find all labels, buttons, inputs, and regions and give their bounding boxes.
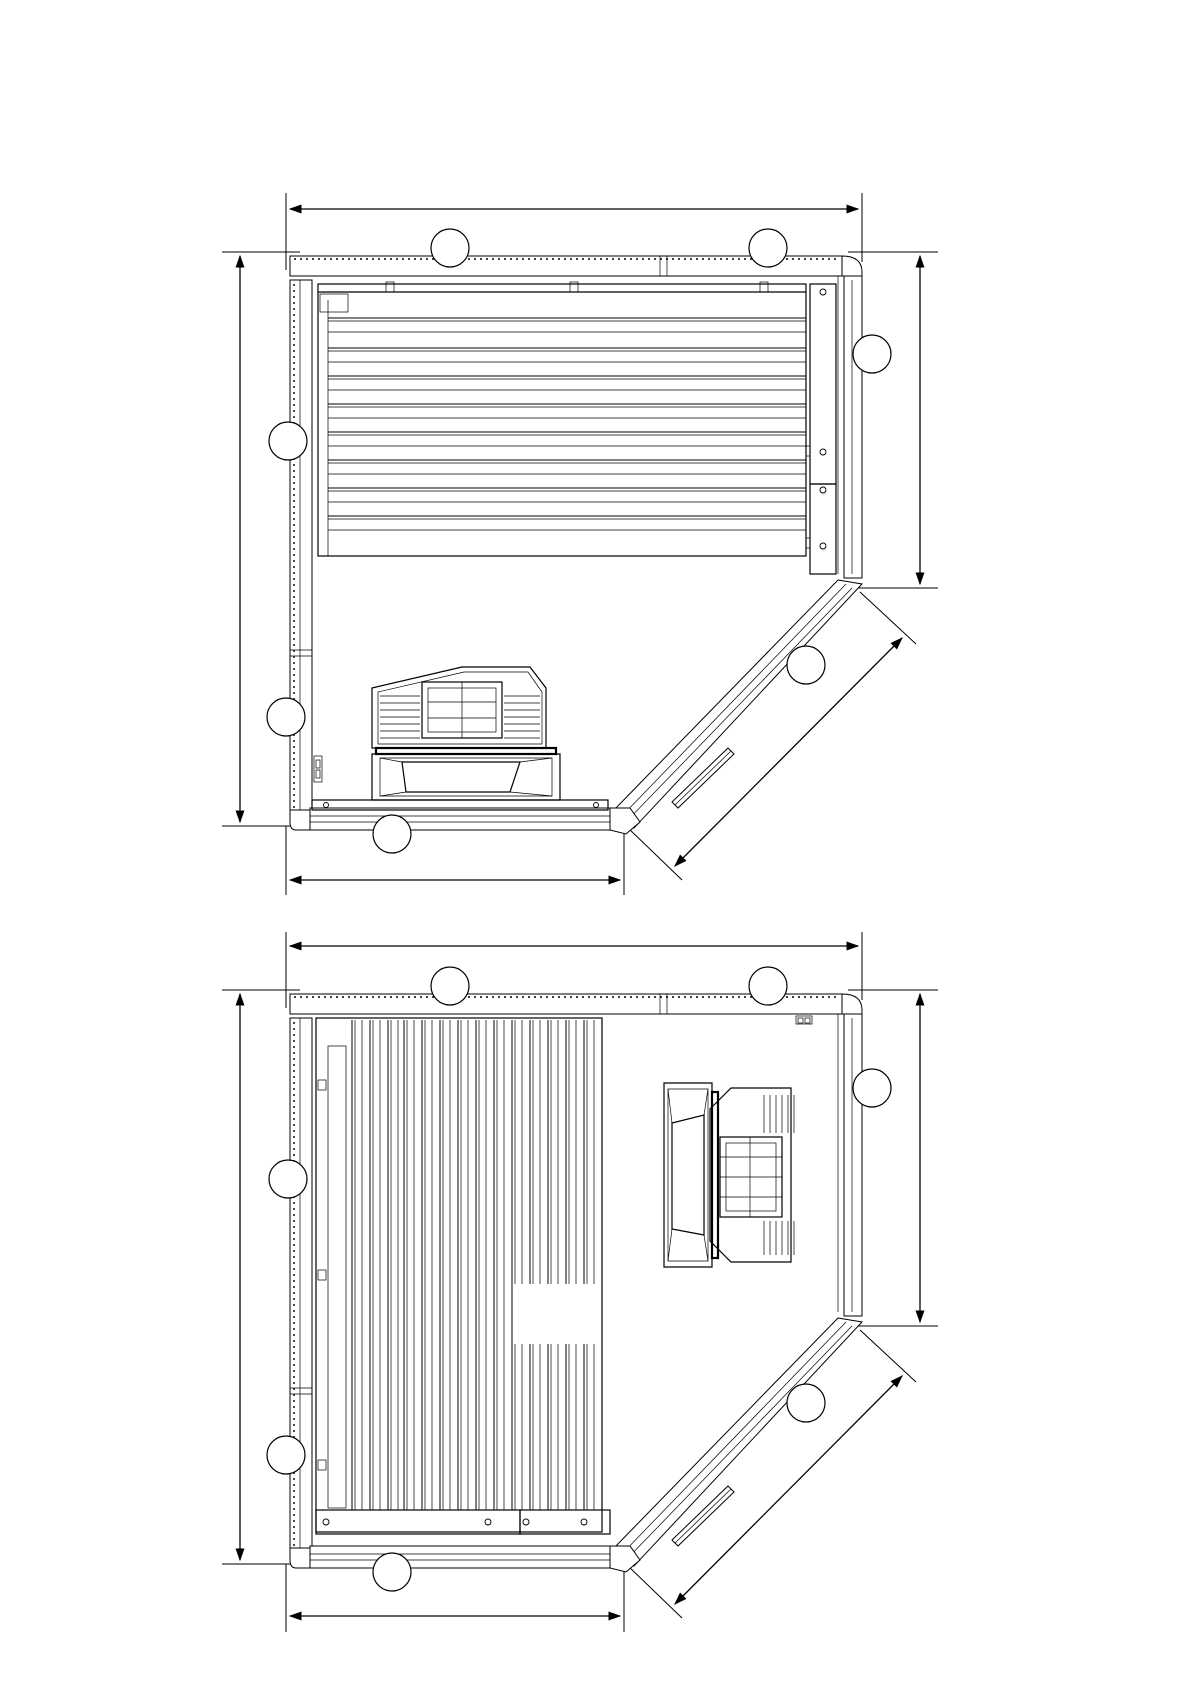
bench [316, 1018, 610, 1534]
callout-bubble [749, 967, 787, 1005]
corner-post [290, 1548, 310, 1568]
right-wall [844, 276, 862, 578]
front-wall [310, 808, 610, 830]
callouts-top [267, 229, 891, 853]
bench-slats [352, 1020, 594, 1510]
door-wall [612, 580, 862, 828]
corner-post [290, 810, 310, 830]
bench-slats [328, 300, 806, 556]
callout-bubble [373, 815, 411, 853]
callout-bubble [853, 1069, 891, 1107]
heater-bottom [664, 1083, 794, 1267]
callout-bubble [373, 1553, 411, 1591]
callout-bubble [431, 967, 469, 1005]
heater-top [312, 667, 608, 810]
plan-top [222, 193, 938, 895]
door-wall [612, 1318, 862, 1566]
callout-bubble [749, 229, 787, 267]
dimension-lines [222, 193, 938, 895]
front-wall [310, 1546, 610, 1568]
corner-post [842, 256, 862, 276]
callout-bubble [787, 1384, 825, 1422]
callout-bubble [787, 646, 825, 684]
right-wall [844, 1014, 862, 1316]
callouts-bottom [267, 967, 891, 1591]
callout-bubble [269, 1160, 307, 1198]
callout-bubble [431, 229, 469, 267]
callout-bubble [267, 698, 305, 736]
corner-post [842, 994, 862, 1014]
callout-bubble [853, 335, 891, 373]
callout-bubble [269, 422, 307, 460]
dimension-lines [222, 932, 938, 1632]
plan-bottom [222, 932, 938, 1632]
callout-bubble [267, 1436, 305, 1474]
bench [314, 282, 836, 782]
